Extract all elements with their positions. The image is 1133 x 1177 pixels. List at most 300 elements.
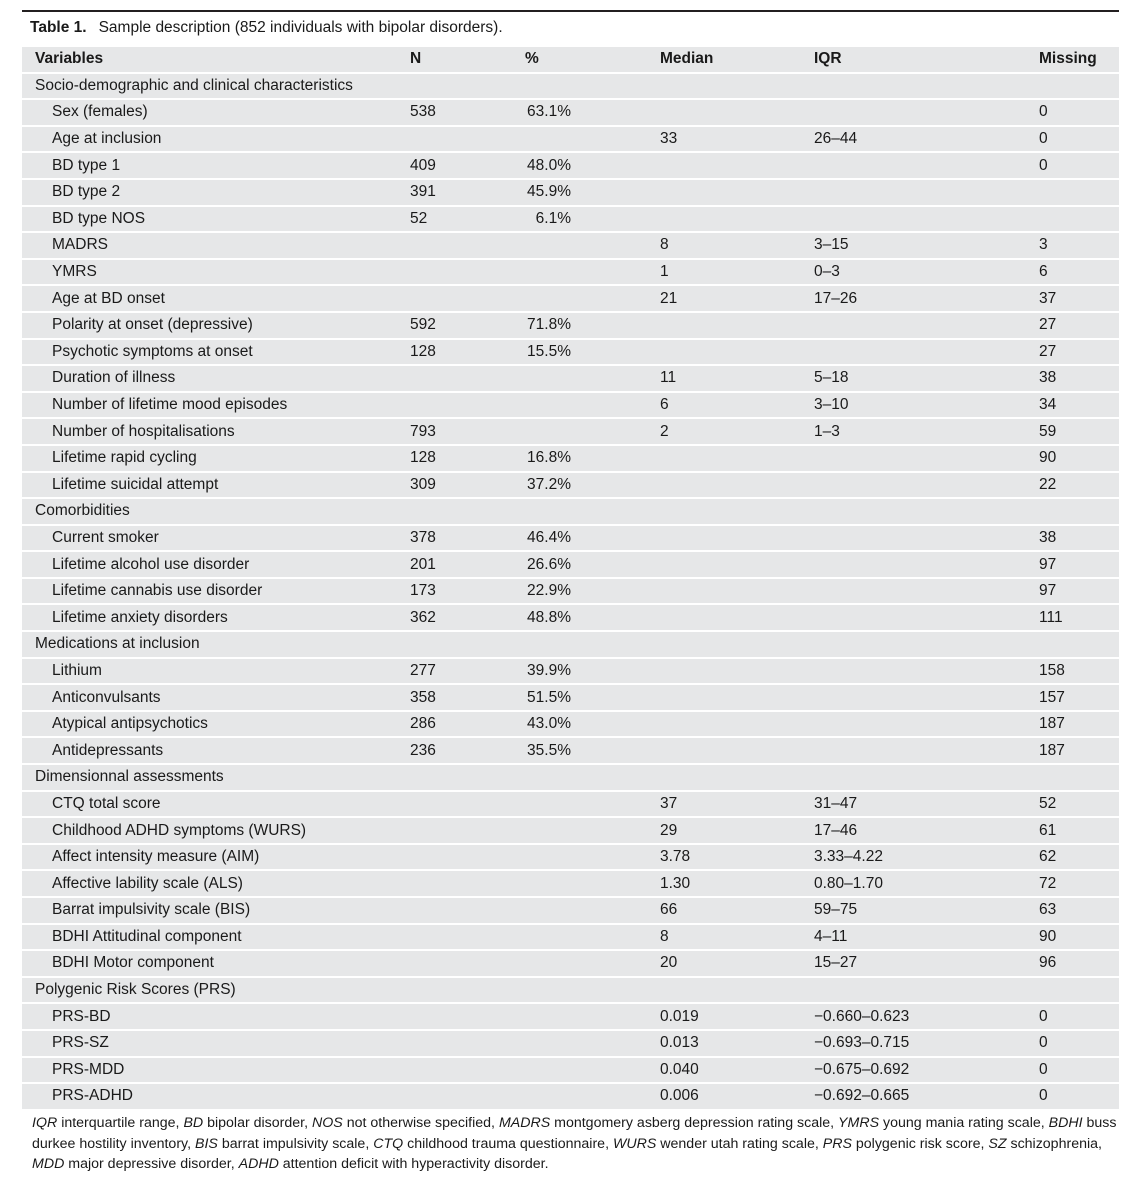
percent-value: 48.0% — [527, 156, 571, 174]
cell-percent — [525, 818, 656, 845]
header-n: N — [404, 47, 525, 74]
footnote-abbr: YMRS — [838, 1115, 880, 1131]
footnote-abbr: NOS — [312, 1115, 343, 1131]
cell-median: 8 — [656, 233, 814, 260]
header-variables: Variables — [22, 47, 404, 74]
cell-median: 33 — [656, 127, 814, 154]
cell-n: 277 — [404, 659, 525, 686]
cell-percent — [525, 446, 656, 473]
cell-iqr — [814, 207, 1039, 234]
cell-missing — [1039, 180, 1119, 207]
table-footnote: IQR interquartile range, BD bipolar disorder, NOS not otherwise specified, MADRS montgomery asberg depression rating scale, YMRS young mania rating scale, BDHI buss durkee hostility inventory, BIS barrat impulsivity scale, CTQ childhood trauma questionnaire, WURS wender utah rating scale, PRS polygenic risk score, SZ schizophrenia, MDD major depressive disorder, ADHD attention deficit with hyperactivity disorder. — [32, 1115, 1117, 1172]
cell-iqr — [814, 313, 1039, 340]
cell-median: 0.019 — [656, 1004, 814, 1031]
cell-variable: Lifetime suicidal attempt — [22, 473, 404, 500]
cell-iqr: 1–3 — [814, 419, 1039, 446]
table-caption — [30, 17, 503, 39]
cell-percent — [525, 605, 656, 632]
cell-median: 0.013 — [656, 1031, 814, 1058]
cell-n: 409 — [404, 153, 525, 180]
cell-missing: 158 — [1039, 659, 1119, 686]
cell-missing: 3 — [1039, 233, 1119, 260]
section-title: Comorbidities — [22, 499, 1119, 526]
cell-iqr: 3–15 — [814, 233, 1039, 260]
percent-value: 39.9% — [527, 661, 571, 679]
cell-iqr: 17–46 — [814, 818, 1039, 845]
cell-variable: Psychotic symptoms at onset — [22, 340, 404, 367]
cell-iqr — [814, 738, 1039, 765]
cell-variable: BD type 1 — [22, 153, 404, 180]
cell-variable: Barrat impulsivity scale (BIS) — [22, 898, 404, 925]
table-row — [22, 286, 1119, 313]
cell-variable: PRS-ADHD — [22, 1084, 404, 1111]
table-row — [22, 1031, 1119, 1058]
cell-missing: 63 — [1039, 898, 1119, 925]
cell-variable: Atypical antipsychotics — [22, 712, 404, 739]
cell-percent — [525, 685, 656, 712]
cell-median — [656, 340, 814, 367]
cell-n: 236 — [404, 738, 525, 765]
percent-value: 45.9% — [527, 183, 571, 201]
cell-median — [656, 738, 814, 765]
table-body — [22, 74, 1119, 1111]
cell-percent — [525, 898, 656, 925]
cell-missing — [1039, 207, 1119, 234]
section-title: Socio-demographic and clinical characteristics — [22, 74, 1119, 101]
percent-value: 6.1% — [535, 209, 571, 227]
section-title: Medications at inclusion — [22, 632, 1119, 659]
cell-variable: Affective lability scale (ALS) — [22, 871, 404, 898]
table-row — [22, 659, 1119, 686]
cell-variable: PRS-BD — [22, 1004, 404, 1031]
section-row — [22, 74, 1119, 101]
cell-n — [404, 1058, 525, 1085]
cell-n: 128 — [404, 446, 525, 473]
cell-missing: 38 — [1039, 366, 1119, 393]
cell-percent — [525, 1004, 656, 1031]
table-row — [22, 153, 1119, 180]
table-row — [22, 100, 1119, 127]
table-row — [22, 685, 1119, 712]
cell-iqr — [814, 605, 1039, 632]
table-row — [22, 898, 1119, 925]
cell-percent — [525, 393, 656, 420]
cell-iqr — [814, 579, 1039, 606]
cell-variable: Lifetime anxiety disorders — [22, 605, 404, 632]
cell-variable: CTQ total score — [22, 792, 404, 819]
table-title: Sample description (852 individuals with bipolar disorders). — [98, 19, 503, 36]
cell-median: 6 — [656, 393, 814, 420]
section-row — [22, 978, 1119, 1005]
table-row — [22, 871, 1119, 898]
cell-median — [656, 579, 814, 606]
cell-n — [404, 925, 525, 952]
cell-iqr: 3.33–4.22 — [814, 845, 1039, 872]
footnote-def: polygenic risk score — [855, 1135, 981, 1152]
cell-missing: 97 — [1039, 579, 1119, 606]
cell-percent — [525, 286, 656, 313]
header-iqr: IQR — [814, 47, 1039, 74]
cell-variable: Affect intensity measure (AIM) — [22, 845, 404, 872]
cell-iqr: 0–3 — [814, 260, 1039, 287]
table-row — [22, 738, 1119, 765]
cell-median — [656, 180, 814, 207]
table-row — [22, 792, 1119, 819]
table-row — [22, 313, 1119, 340]
section-title: Dimensionnal assessments — [22, 765, 1119, 792]
cell-missing: 157 — [1039, 685, 1119, 712]
cell-missing: 72 — [1039, 871, 1119, 898]
cell-missing: 187 — [1039, 712, 1119, 739]
cell-variable: BDHI Motor component — [22, 951, 404, 978]
cell-variable: MADRS — [22, 233, 404, 260]
header-percent: % — [525, 47, 656, 74]
cell-n — [404, 1031, 525, 1058]
cell-n — [404, 871, 525, 898]
top-rule — [22, 10, 1119, 12]
cell-iqr: 15–27 — [814, 951, 1039, 978]
footnote-def: montgomery asberg depression rating scale — [554, 1115, 831, 1131]
percent-value: 35.5% — [527, 741, 571, 759]
cell-missing: 0 — [1039, 127, 1119, 154]
percent-value: 37.2% — [527, 475, 571, 493]
cell-variable: BD type NOS — [22, 207, 404, 234]
cell-percent — [525, 180, 656, 207]
cell-iqr: 5–18 — [814, 366, 1039, 393]
table-label: Table 1. — [30, 19, 87, 36]
cell-percent — [525, 366, 656, 393]
cell-percent — [525, 792, 656, 819]
percent-value: 63.1% — [527, 103, 571, 121]
cell-median — [656, 313, 814, 340]
cell-percent — [525, 1031, 656, 1058]
cell-iqr: 17–26 — [814, 286, 1039, 313]
table-row — [22, 605, 1119, 632]
cell-percent — [525, 207, 656, 234]
cell-percent — [525, 951, 656, 978]
table-row — [22, 1004, 1119, 1031]
cell-percent — [525, 100, 656, 127]
cell-median — [656, 712, 814, 739]
header-row — [22, 47, 1119, 74]
cell-iqr: 59–75 — [814, 898, 1039, 925]
cell-median: 37 — [656, 792, 814, 819]
cell-median — [656, 446, 814, 473]
cell-iqr — [814, 153, 1039, 180]
table-row — [22, 180, 1119, 207]
cell-n — [404, 845, 525, 872]
cell-variable: Number of lifetime mood episodes — [22, 393, 404, 420]
cell-n: 286 — [404, 712, 525, 739]
cell-n: 309 — [404, 473, 525, 500]
cell-n — [404, 1004, 525, 1031]
cell-percent — [525, 579, 656, 606]
cell-iqr — [814, 473, 1039, 500]
cell-missing: 61 — [1039, 818, 1119, 845]
table-row — [22, 712, 1119, 739]
cell-median: 8 — [656, 925, 814, 952]
cell-variable: Duration of illness — [22, 366, 404, 393]
cell-percent — [525, 1058, 656, 1085]
cell-variable: Anticonvulsants — [22, 685, 404, 712]
cell-missing: 0 — [1039, 1058, 1119, 1085]
cell-n: 793 — [404, 419, 525, 446]
cell-median: 29 — [656, 818, 814, 845]
cell-n — [404, 286, 525, 313]
cell-percent — [525, 871, 656, 898]
table-row — [22, 260, 1119, 287]
cell-percent — [525, 738, 656, 765]
footnote-def: wender utah rating scale — [660, 1135, 815, 1152]
cell-median: 2 — [656, 419, 814, 446]
section-row — [22, 632, 1119, 659]
cell-missing: 0 — [1039, 1031, 1119, 1058]
cell-percent — [525, 313, 656, 340]
cell-variable: Polarity at onset (depressive) — [22, 313, 404, 340]
footnote-def: not otherwise specified — [346, 1115, 492, 1131]
cell-missing: 90 — [1039, 446, 1119, 473]
section-title: Polygenic Risk Scores (PRS) — [22, 978, 1119, 1005]
cell-iqr: 4–11 — [814, 925, 1039, 952]
footnote-def: barrat impulsivity scale — [221, 1135, 366, 1152]
cell-missing: 38 — [1039, 526, 1119, 553]
cell-percent — [525, 526, 656, 553]
cell-missing: 27 — [1039, 340, 1119, 367]
table-row — [22, 340, 1119, 367]
table-row — [22, 818, 1119, 845]
cell-missing: 97 — [1039, 552, 1119, 579]
cell-n: 378 — [404, 526, 525, 553]
cell-n: 52 — [404, 207, 525, 234]
cell-median — [656, 526, 814, 553]
cell-missing: 90 — [1039, 925, 1119, 952]
footnote-abbr: BDHI — [1048, 1115, 1083, 1131]
cell-iqr — [814, 552, 1039, 579]
header-median: Median — [656, 47, 814, 74]
cell-variable: BD type 2 — [22, 180, 404, 207]
cell-iqr: −0.692–0.665 — [814, 1084, 1039, 1111]
table-row — [22, 845, 1119, 872]
percent-value: 16.8% — [527, 449, 571, 467]
percent-value: 15.5% — [527, 342, 571, 360]
table-row — [22, 233, 1119, 260]
cell-n: 362 — [404, 605, 525, 632]
footnote-abbr: IQR — [32, 1115, 58, 1131]
cell-percent — [525, 340, 656, 367]
cell-missing: 0 — [1039, 100, 1119, 127]
table-row — [22, 127, 1119, 154]
footnote-def: young mania rating scale — [883, 1115, 1041, 1131]
cell-iqr — [814, 100, 1039, 127]
cell-missing: 0 — [1039, 1084, 1119, 1111]
cell-iqr — [814, 446, 1039, 473]
table-row — [22, 925, 1119, 952]
cell-n — [404, 366, 525, 393]
cell-n: 538 — [404, 100, 525, 127]
cell-iqr: −0.675–0.692 — [814, 1058, 1039, 1085]
cell-n — [404, 260, 525, 287]
cell-iqr: 3–10 — [814, 393, 1039, 420]
cell-median: 0.040 — [656, 1058, 814, 1085]
cell-n — [404, 792, 525, 819]
cell-median — [656, 100, 814, 127]
footnote-def: childhood trauma questionnaire — [407, 1135, 606, 1152]
cell-missing: 0 — [1039, 153, 1119, 180]
cell-median: 1 — [656, 260, 814, 287]
footnote-abbr: BIS — [194, 1135, 218, 1152]
table-row — [22, 366, 1119, 393]
cell-variable: YMRS — [22, 260, 404, 287]
cell-median: 21 — [656, 286, 814, 313]
cell-variable: Current smoker — [22, 526, 404, 553]
cell-median — [656, 605, 814, 632]
cell-n — [404, 233, 525, 260]
footnote-abbr: WURS — [612, 1135, 657, 1152]
cell-percent — [525, 473, 656, 500]
cell-iqr: 31–47 — [814, 792, 1039, 819]
percent-value: 71.8% — [527, 316, 571, 334]
footnote-abbr: MDD — [32, 1156, 65, 1172]
cell-median — [656, 659, 814, 686]
cell-iqr: −0.693–0.715 — [814, 1031, 1039, 1058]
footnote-abbr: BD — [183, 1115, 204, 1131]
footnote-abbr: CTQ — [373, 1135, 404, 1152]
cell-percent — [525, 845, 656, 872]
cell-n: 173 — [404, 579, 525, 606]
footnote-def: schizophrenia — [1010, 1135, 1099, 1152]
cell-missing: 27 — [1039, 313, 1119, 340]
table-row — [22, 951, 1119, 978]
percent-value: 48.8% — [527, 608, 571, 626]
cell-percent — [525, 127, 656, 154]
footnote-abbr: SZ — [988, 1135, 1007, 1152]
cell-percent — [525, 260, 656, 287]
footnote-def: major depressive disorder — [68, 1156, 231, 1172]
cell-variable: PRS-SZ — [22, 1031, 404, 1058]
cell-variable: Number of hospitalisations — [22, 419, 404, 446]
cell-percent — [525, 659, 656, 686]
table-row — [22, 473, 1119, 500]
cell-variable: BDHI Attitudinal component — [22, 925, 404, 952]
footnote-def: bipolar disorder — [207, 1115, 305, 1131]
footnote-def: interquartile range — [61, 1115, 176, 1131]
percent-value: 46.4% — [527, 528, 571, 546]
footnote-abbr: PRS — [822, 1135, 852, 1152]
cell-variable: PRS-MDD — [22, 1058, 404, 1085]
cell-median: 1.30 — [656, 871, 814, 898]
cell-missing: 187 — [1039, 738, 1119, 765]
percent-value: 43.0% — [527, 715, 571, 733]
cell-percent — [525, 552, 656, 579]
cell-missing: 34 — [1039, 393, 1119, 420]
cell-percent — [525, 233, 656, 260]
cell-percent — [525, 712, 656, 739]
cell-variable: Sex (females) — [22, 100, 404, 127]
cell-iqr: −0.660–0.623 — [814, 1004, 1039, 1031]
cell-median — [656, 552, 814, 579]
cell-variable: Lifetime alcohol use disorder — [22, 552, 404, 579]
cell-variable: Lifetime cannabis use disorder — [22, 579, 404, 606]
table-row — [22, 207, 1119, 234]
cell-missing: 37 — [1039, 286, 1119, 313]
cell-median — [656, 473, 814, 500]
cell-median: 11 — [656, 366, 814, 393]
table-row — [22, 1058, 1119, 1085]
section-row — [22, 765, 1119, 792]
percent-value: 26.6% — [527, 555, 571, 573]
cell-missing: 111 — [1039, 605, 1119, 632]
cell-n: 592 — [404, 313, 525, 340]
data-table — [22, 47, 1119, 1111]
cell-missing: 6 — [1039, 260, 1119, 287]
cell-median — [656, 153, 814, 180]
cell-iqr — [814, 180, 1039, 207]
cell-missing: 62 — [1039, 845, 1119, 872]
cell-median: 20 — [656, 951, 814, 978]
percent-value: 51.5% — [527, 688, 571, 706]
cell-variable: Age at inclusion — [22, 127, 404, 154]
cell-iqr — [814, 659, 1039, 686]
cell-n — [404, 1084, 525, 1111]
cell-median: 66 — [656, 898, 814, 925]
cell-missing: 22 — [1039, 473, 1119, 500]
cell-n: 201 — [404, 552, 525, 579]
section-row — [22, 499, 1119, 526]
footnote-def: buss durkee hostility inventory — [32, 1115, 1117, 1152]
cell-n — [404, 898, 525, 925]
cell-missing: 59 — [1039, 419, 1119, 446]
table-row — [22, 446, 1119, 473]
cell-variable: Lithium — [22, 659, 404, 686]
cell-n: 358 — [404, 685, 525, 712]
footnote-abbr: MADRS — [498, 1115, 551, 1131]
cell-percent — [525, 925, 656, 952]
cell-variable: Childhood ADHD symptoms (WURS) — [22, 818, 404, 845]
cell-median — [656, 207, 814, 234]
table-row — [22, 552, 1119, 579]
table-row — [22, 526, 1119, 553]
cell-n — [404, 127, 525, 154]
cell-percent — [525, 153, 656, 180]
cell-variable: Age at BD onset — [22, 286, 404, 313]
cell-iqr: 0.80–1.70 — [814, 871, 1039, 898]
cell-median — [656, 685, 814, 712]
cell-variable: Lifetime rapid cycling — [22, 446, 404, 473]
cell-iqr — [814, 712, 1039, 739]
cell-n: 128 — [404, 340, 525, 367]
table-row — [22, 1084, 1119, 1111]
table-row — [22, 393, 1119, 420]
cell-iqr: 26–44 — [814, 127, 1039, 154]
footnote-def: attention deficit with hyperactivity disorder. — [282, 1156, 549, 1172]
cell-n — [404, 818, 525, 845]
cell-iqr — [814, 526, 1039, 553]
cell-n — [404, 393, 525, 420]
cell-variable: Antidepressants — [22, 738, 404, 765]
cell-percent — [525, 1084, 656, 1111]
table-row — [22, 419, 1119, 446]
footnote-abbr: ADHD — [238, 1156, 279, 1172]
cell-n: 391 — [404, 180, 525, 207]
cell-missing: 52 — [1039, 792, 1119, 819]
cell-missing: 96 — [1039, 951, 1119, 978]
cell-iqr — [814, 340, 1039, 367]
percent-value: 22.9% — [527, 582, 571, 600]
header-missing: Missing — [1039, 47, 1119, 74]
cell-percent — [525, 419, 656, 446]
cell-missing: 0 — [1039, 1004, 1119, 1031]
cell-median: 0.006 — [656, 1084, 814, 1111]
